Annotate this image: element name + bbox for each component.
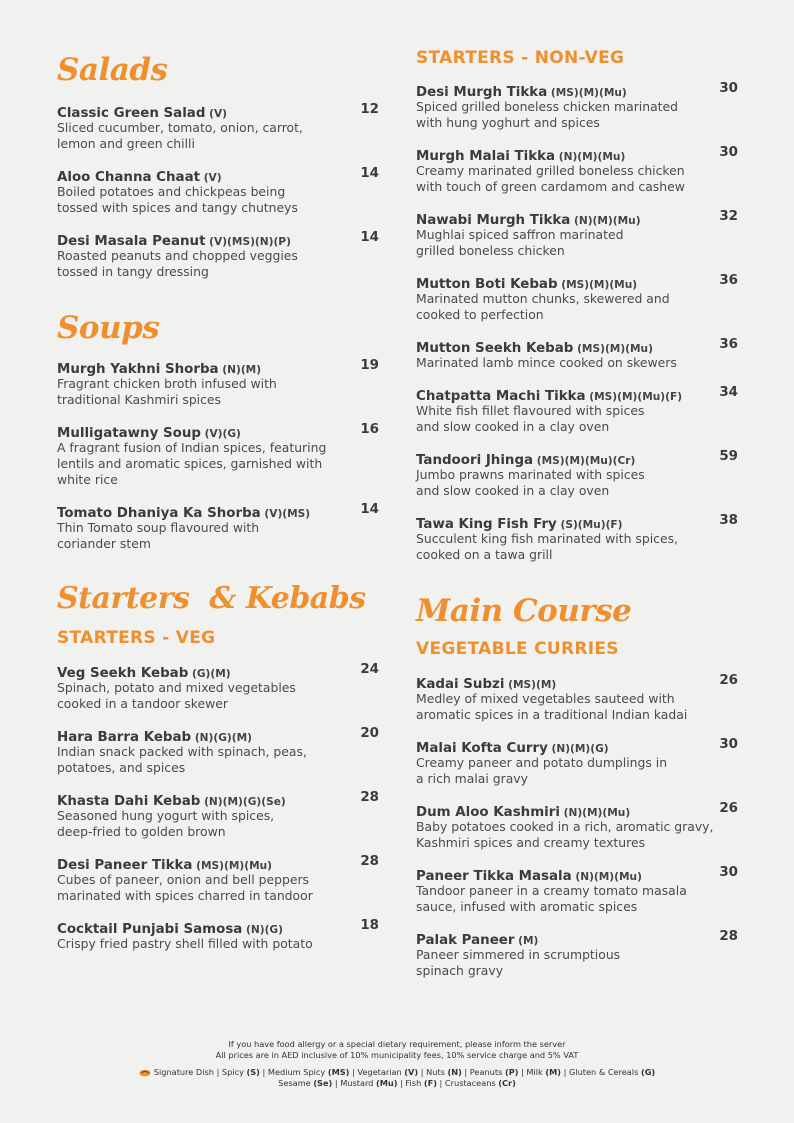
menu-item-price: 14	[360, 502, 379, 517]
menu-item-dietary-tags: (G)(M)	[188, 668, 231, 680]
menu-item-price: 30	[719, 145, 738, 160]
menu-item-description: Medley of mixed vegetables sauteed with aromatic spices in a traditional Indian kadai	[416, 691, 688, 722]
menu-item-price: 59	[719, 449, 738, 464]
menu-item	[57, 662, 379, 712]
menu-item	[416, 929, 738, 979]
menu-item-dietary-tags: (V)(G)	[200, 428, 241, 440]
menu-item-dietary-tags: (S)(Mu)(F)	[556, 519, 623, 531]
menu-item-dietary-tags: (MS)(M)(Mu)(F)	[585, 391, 683, 403]
menu-item-description: Baby potatoes cooked in a rich, aromatic gravy, Kashmiri spices and creamy textures	[416, 819, 714, 850]
menu-item-header	[416, 337, 738, 355]
legend-label: Signature Dish | Spicy	[153, 1067, 247, 1077]
menu-item-price: 28	[360, 790, 379, 805]
menu-item-name: Tandoori Jhinga	[416, 453, 534, 468]
legend-line-2	[0, 1078, 794, 1089]
legend-code: (Cr)	[498, 1078, 516, 1088]
menu-item	[416, 337, 738, 371]
menu-item	[416, 449, 738, 499]
menu-item	[416, 865, 738, 915]
menu-item-header	[57, 854, 379, 872]
menu-item-description: Boiled potatoes and chickpeas being tossed with spices and tangy chutneys	[57, 184, 298, 215]
menu-item-description: Spiced grilled boneless chicken marinated with hung yoghurt and spices	[416, 99, 679, 130]
menu-item-header	[416, 513, 738, 531]
menu-item	[57, 854, 379, 904]
menu-item-name: Cocktail Punjabi Samosa	[57, 922, 243, 937]
menu-item-name: Mulligatawny Soup	[57, 426, 201, 441]
menu-item-price: 20	[360, 726, 379, 741]
menu-item-price: 36	[719, 273, 738, 288]
menu-item-description: Succulent king fish marinated with spices, cooked on a tawa grill	[416, 531, 678, 562]
menu-item-header	[416, 385, 738, 403]
menu-item-dietary-tags: (N)(G)(M)	[191, 732, 252, 744]
legend-label: | Nuts	[418, 1067, 448, 1077]
menu-item-price: 26	[719, 673, 738, 688]
menu-item-dietary-tags: (N)(M)(Mu)	[570, 215, 641, 227]
menu-item-name: Dum Aloo Kashmiri	[416, 805, 560, 820]
menu-item-price: 18	[360, 918, 379, 933]
menu-item-header	[57, 918, 379, 936]
menu-item-price: 14	[360, 166, 379, 181]
menu-item-header	[416, 865, 738, 883]
menu-item-price: 30	[719, 737, 738, 752]
menu-item-header	[57, 790, 379, 808]
menu-item-name: Veg Seekh Kebab	[57, 666, 189, 681]
menu-item-name: Aloo Channa Chaat	[57, 170, 201, 185]
menu-item-description: A fragrant fusion of Indian spices, featuring lentils and aromatic spices, garnished with white rice	[57, 440, 327, 487]
menu-item	[57, 230, 379, 280]
legend-line-1	[0, 1067, 794, 1078]
menu-item-dietary-tags: (MS)(M)(Mu)	[573, 343, 653, 355]
starters-nonveg-title: STARTERS - NON-VEG	[416, 48, 625, 68]
legend-code: (M)	[545, 1067, 562, 1077]
menu-item	[57, 358, 379, 408]
menu-item-header	[416, 449, 738, 467]
legend-code: (N)	[447, 1067, 462, 1077]
menu-item-description: Tandoor paneer in a creamy tomato masala sauce, infused with aromatic spices	[416, 883, 687, 914]
menu-item-price: 19	[360, 358, 379, 373]
menu-item-header	[57, 102, 379, 120]
menu-item-dietary-tags: (N)(M)(G)(Se)	[200, 796, 286, 808]
legend-label: | Milk	[518, 1067, 546, 1077]
legend-label: | Peanuts	[461, 1067, 505, 1077]
menu-item-description: White fish fillet flavoured with spices and slow cooked in a clay oven	[416, 403, 645, 434]
menu-item-name: Tawa King Fish Fry	[416, 517, 557, 532]
menu-item-description: Indian snack packed with spinach, peas, potatoes, and spices	[57, 744, 307, 775]
menu-item	[416, 273, 738, 323]
menu-item-header	[416, 737, 738, 755]
menu-item-name: Tomato Dhaniya Ka Shorba	[57, 506, 261, 521]
menu-item-description: Fragrant chicken broth infused with traditional Kashmiri spices	[57, 376, 277, 407]
menu-item-header	[57, 726, 379, 744]
menu-item	[57, 422, 379, 488]
vegetable-curries-title: VEGETABLE CURRIES	[416, 639, 619, 659]
legend-code: (Se)	[313, 1078, 333, 1088]
menu-item-description: Seasoned hung yogurt with spices, deep-fried to golden brown	[57, 808, 275, 839]
menu-item-dietary-tags: (MS)(M)(Mu)	[547, 87, 627, 99]
menu-item-name: Desi Masala Peanut	[57, 234, 206, 249]
menu-item-name: Chatpatta Machi Tikka	[416, 389, 586, 404]
menu-item-name: Malai Kofta Curry	[416, 741, 548, 756]
menu-item	[416, 209, 738, 259]
menu-item-name: Khasta Dahi Kebab	[57, 794, 201, 809]
menu-item-dietary-tags: (MS)(M)	[504, 679, 557, 691]
right-column	[416, 0, 738, 1000]
legend-code: (Mu)	[375, 1078, 398, 1088]
starters-kebabs-title: Starters & Kebabs	[57, 581, 366, 616]
menu-item-name: Desi Murgh Tikka	[416, 85, 548, 100]
menu-item-header	[416, 81, 738, 99]
menu-item	[57, 918, 379, 952]
main-course-title: Main Course	[416, 593, 632, 629]
salads-title: Salads	[57, 52, 168, 88]
menu-item-price: 28	[360, 854, 379, 869]
menu-item-dietary-tags: (N)(G)	[242, 924, 283, 936]
menu-item-name: Hara Barra Kebab	[57, 730, 192, 745]
menu-item-description: Cubes of paneer, onion and bell peppers marinated with spices charred in tandoor	[57, 872, 313, 903]
menu-item-description: Sliced cucumber, tomato, onion, carrot, lemon and green chilli	[57, 120, 303, 151]
menu-item-dietary-tags: (N)(M)(Mu)	[555, 151, 626, 163]
menu-item-dietary-tags: (V)(MS)(N)(P)	[205, 236, 291, 248]
menu-item-description: Marinated lamb mince cooked on skewers	[416, 355, 677, 370]
menu-item-description: Creamy paneer and potato dumplings in a rich malai gravy	[416, 755, 668, 786]
allergy-note: If you have food allergy or a special dietary requirement, please inform the server	[228, 1039, 566, 1049]
menu-item	[57, 790, 379, 840]
menu-item	[416, 737, 738, 787]
menu-item-description: Thin Tomato soup flavoured with coriander stem	[57, 520, 260, 551]
menu-item-dietary-tags: (MS)(M)(Mu)(Cr)	[533, 455, 636, 467]
legend-label: | Fish	[397, 1078, 424, 1088]
legend-code: (P)	[504, 1067, 519, 1077]
menu-item-dietary-tags: (MS)(M)(Mu)	[557, 279, 638, 291]
menu-item-header	[57, 502, 379, 520]
menu-item	[416, 801, 738, 851]
legend-code: (G)	[640, 1067, 656, 1077]
menu-item-name: Desi Paneer Tikka	[57, 858, 193, 873]
menu-item-price: 14	[360, 230, 379, 245]
menu-item-dietary-tags: (N)(M)(Mu)	[559, 807, 631, 819]
menu-item-description: Marinated mutton chunks, skewered and cooked to perfection	[416, 291, 670, 322]
menu-item-name: Kadai Subzi	[416, 677, 505, 692]
price-note: All prices are in AED inclusive of 10% municipality fees, 10% service charge and 5% VAT	[215, 1050, 579, 1060]
menu-item-description: Creamy marinated grilled boneless chicken with touch of green cardamom and cashew	[416, 163, 685, 194]
menu-item-header	[57, 662, 379, 680]
menu-item-description: Paneer simmered in scrumptious spinach gravy	[416, 947, 621, 978]
menu-item-dietary-tags: (M)	[514, 935, 539, 947]
legend-label: Sesame	[278, 1078, 314, 1088]
menu-item-price: 28	[719, 929, 738, 944]
menu-item-price: 30	[719, 81, 738, 96]
menu-item-description: Spinach, potato and mixed vegetables cooked in a tandoor skewer	[57, 680, 296, 711]
legend-label: | Crustaceans	[436, 1078, 499, 1088]
menu-item-dietary-tags: (N)(M)(Mu)	[571, 871, 642, 883]
legend-code: (V)	[404, 1067, 419, 1077]
menu-item-name: Paneer Tikka Masala	[416, 869, 572, 884]
menu-item-price: 12	[360, 102, 379, 117]
menu-item-header	[57, 230, 379, 248]
menu-item-name: Classic Green Salad	[57, 106, 206, 121]
menu-item-price: 34	[719, 385, 738, 400]
menu-item-price: 38	[719, 513, 738, 528]
menu-item	[57, 726, 379, 776]
menu-item-header	[57, 358, 379, 376]
menu-item-name: Mutton Seekh Kebab	[416, 341, 574, 356]
menu-item-name: Mutton Boti Kebab	[416, 277, 558, 292]
menu-item-dietary-tags: (MS)(M)(Mu)	[192, 860, 272, 872]
menu-item-header	[416, 673, 738, 691]
menu-item	[57, 102, 379, 152]
menu-item	[416, 385, 738, 435]
signature-dish-icon	[139, 1069, 151, 1077]
menu-item-name: Nawabi Murgh Tikka	[416, 213, 571, 228]
soups-title: Soups	[57, 310, 160, 346]
menu-item-header	[57, 422, 379, 440]
menu-item	[57, 502, 379, 552]
menu-item-header	[416, 145, 738, 163]
menu-item-price: 30	[719, 865, 738, 880]
menu-item-name: Murgh Yakhni Shorba	[57, 362, 219, 377]
menu-item-description: Crispy fried pastry shell filled with potato	[57, 936, 313, 951]
menu-item	[57, 166, 379, 216]
menu-item-price: 36	[719, 337, 738, 352]
menu-item	[416, 145, 738, 195]
menu-item	[416, 673, 738, 723]
menu-item	[416, 81, 738, 131]
menu-item-dietary-tags: (N)(M)	[218, 364, 262, 376]
menu-item-price: 24	[360, 662, 379, 677]
legend-label: | Medium Spicy	[259, 1067, 328, 1077]
menu-item-description: Mughlai spiced saffron marinated grilled boneless chicken	[416, 227, 624, 258]
menu-item-dietary-tags: (V)	[200, 172, 222, 184]
legend-code: (F)	[423, 1078, 437, 1088]
menu-item	[416, 513, 738, 563]
menu-item-dietary-tags: (N)(M)(G)	[547, 743, 609, 755]
menu-item-price: 16	[360, 422, 379, 437]
starters-veg-title: STARTERS - VEG	[57, 628, 216, 648]
menu-item-header	[416, 273, 738, 291]
menu-item-header	[416, 801, 738, 819]
menu-item-description: Roasted peanuts and chopped veggies tossed in tangy dressing	[57, 248, 298, 279]
menu-item-header	[416, 209, 738, 227]
menu-item-price: 32	[719, 209, 738, 224]
menu-item-header	[57, 166, 379, 184]
menu-item-price: 26	[719, 801, 738, 816]
menu-item-dietary-tags: (V)	[205, 108, 228, 120]
legend-label: | Vegetarian	[349, 1067, 405, 1077]
legend-code: (MS)	[327, 1067, 350, 1077]
menu-item-dietary-tags: (V)(MS)	[260, 508, 311, 520]
menu-item-name: Murgh Malai Tikka	[416, 149, 556, 164]
legend-label: | Mustard	[332, 1078, 376, 1088]
left-column	[57, 0, 379, 1000]
legend-code: (S)	[246, 1067, 260, 1077]
menu-item-header	[416, 929, 738, 947]
menu-item-description: Jumbo prawns marinated with spices and slow cooked in a clay oven	[416, 467, 645, 498]
legend-label: | Gluten & Cereals	[561, 1067, 641, 1077]
menu-item-name: Palak Paneer	[416, 933, 515, 948]
